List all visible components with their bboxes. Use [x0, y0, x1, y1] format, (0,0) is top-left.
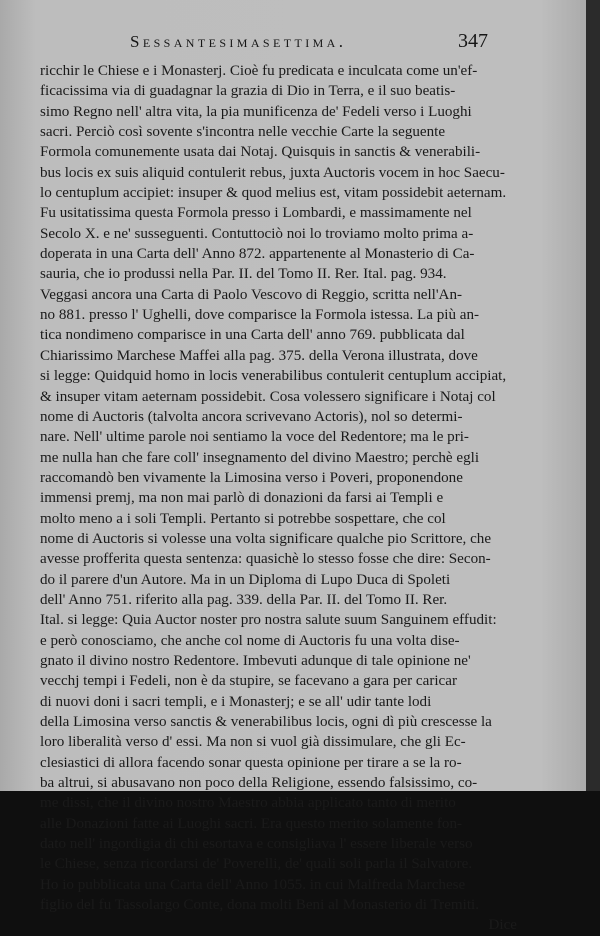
text-line: me nulla han che fare coll' insegnamento del divino Maestro; perchè egli — [40, 449, 480, 466]
text-line: ba altrui, si abusavano non poco della Religione, essendo falsissimo, co- — [40, 775, 478, 792]
text-line: lo centuplum accipiet: insuper & quod melius est, vitam possidebit aeternam. — [40, 185, 507, 202]
page-header — [112, 30, 488, 56]
text-line: doperata in una Carta dell' Anno 872. appartenente al Monasterio di Ca- — [40, 246, 475, 263]
text-line: loro liberalità verso d' essi. Ma non si vuol già dissimulare, che gli Ec- — [40, 734, 466, 751]
body-text — [40, 61, 517, 936]
text-line: molto meno a i soli Templi. Pertanto si potrebbe sospettare, che col — [40, 510, 446, 527]
text-line: ficacissima via di guadagnar la grazia di Dio in Terra, e il suo beatis- — [40, 83, 456, 100]
text-line: ricchir le Chiese e i Monasterj. Cioè fu predicata e inculcata come un'ef- — [40, 63, 478, 79]
text-line: nome di Auctoris (talvolta ancora scrivevano Actoris), nol so determi- — [40, 408, 463, 425]
scan-border — [586, 0, 600, 791]
text-line: Ital. si legge: Quia Auctor noster pro nostra salute suum Sanguinem effudit: — [40, 612, 497, 629]
text-line: e però conosciamo, che anche col nome di Auctoris fu una volta dise- — [40, 632, 460, 649]
text-line: vecchj tempi i Fedeli, non è da stupire, se facevano a gara per caricar — [40, 673, 457, 690]
text-line: tica nondimeno comparisce in una Carta dell' anno 769. pubblicata dal — [40, 327, 465, 344]
text-line: Formola comunemente usata dai Notaj. Quisquis in sanctis & venerabili- — [40, 144, 481, 161]
text-line: figlio del fu Tassolargo Conte, dona molti Beni al Monasterio di Tremiti. — [40, 897, 480, 914]
text-line: me dissi, che il divino nostro Maestro abbia applicato tanto di merito — [40, 795, 456, 812]
text-line: le Chiese, senza ricordarsi de' Poverelli, de' quali soli parla il Salvatore. — [40, 856, 473, 873]
text-line: Ho io pubblicata una Carta dell' Anno 1055. in cui Malfreda Marchese — [40, 876, 466, 893]
text-line: Secolo X. e ne' susseguenti. Contuttociò noi lo troviamo molto prima a- — [40, 225, 474, 242]
text-line: alle Donazioni fatte ai Luoghi sacri. Era questo merito solamente fon- — [40, 815, 463, 832]
text-line: dell' Anno 751. riferito alla pag. 339. della Par. II. del Tomo II. Rer. — [40, 591, 448, 608]
text-line: sacri. Perciò così sovente s'incontra nelle vecchie Carte la seguente — [40, 124, 446, 141]
text-line: della Limosina verso sanctis & venerabilibus locis, ogni dì più crescesse la — [40, 714, 492, 730]
text-line: Veggasi ancora una Carta di Paolo Vescovo di Reggio, scritta nell'An- — [40, 286, 463, 303]
text-line: simo Regno nell' altra vita, la pia munificenza de' Fedeli verso i Luoghi — [40, 103, 472, 120]
running-title: Sessantesimasettima. — [130, 32, 347, 51]
catchword: Dice — [488, 917, 517, 934]
page-number: 347 — [458, 30, 488, 52]
text-line: sauria, che io produssi nella Par. II. del Tomo II. Rer. Ital. pag. 934. — [40, 266, 447, 283]
text-line: Fu usitatissima questa Formola presso i Lombardi, e massimamente nel — [40, 205, 472, 222]
text-line: avesse profferita questa sentenza: quasichè lo stesso fosse che dire: Secon- — [40, 551, 491, 568]
text-line: bus locis ex suis aliquid contulerit rebus, juxta Auctoris vocem in hoc Saecu- — [40, 164, 505, 181]
text-line: gnato il divino nostro Redentore. Imbevuti adunque di tale opinione ne' — [40, 652, 471, 669]
text-line: Chiarissimo Marchese Maffei alla pag. 375. della Verona illustrata, dove — [40, 347, 478, 364]
text-line: raccomandò ben vivamente la Limosina verso i Poveri, proponendone — [40, 469, 463, 486]
text-line: immensi premj, ma non mai parlò di donazioni da farsi ai Templi e — [40, 490, 444, 507]
text-line: & insuper vitam aeternam possidebit. Cosa volessero significare i Notaj col — [40, 388, 496, 405]
text-line: do il parere d'un Autore. Ma in un Diploma di Lupo Duca di Spoleti — [40, 571, 451, 588]
text-line: nome di Auctoris si volesse una volta significare qualche pio Scrittore, che — [40, 530, 492, 547]
text-line: nare. Nell' ultime parole noi sentiamo la voce del Redentore; ma le pri- — [40, 429, 469, 446]
text-line: di nuovi doni i sacri templi, e i Monasterj; e se all' udir tante lodi — [40, 693, 432, 710]
text-line: dato nell' ingordigia di chi esortava e consigliava l' essere liberale verso — [40, 836, 473, 853]
text-line: clesiastici di allora facendo sonar questa opinione per tirare a se la ro- — [40, 754, 462, 771]
text-line: si legge: Quidquid homo in locis venerabilibus contulerit centuplum accipiat, — [40, 368, 507, 385]
text-line: no 881. presso l' Ughelli, dove comparisce la Formola istessa. La più an- — [40, 307, 480, 324]
